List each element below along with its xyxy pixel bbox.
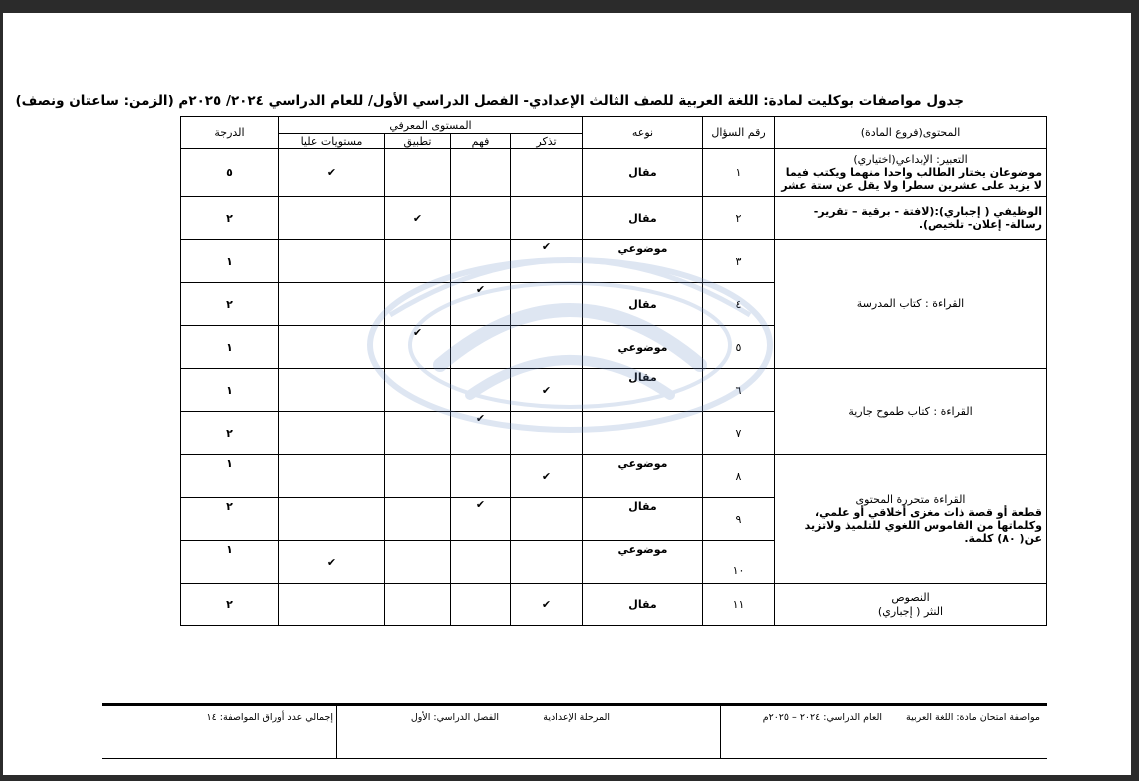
- question-number: ٢: [703, 197, 775, 240]
- question-number: ١: [703, 149, 775, 197]
- header-cognitive-level: المستوى المعرفي: [279, 117, 583, 134]
- grade-value: ٢: [181, 283, 279, 326]
- check-mark-icon: ✔: [279, 541, 385, 584]
- grade-value: ٢: [181, 412, 279, 455]
- check-mark-icon: ✔: [511, 240, 583, 283]
- check-mark-icon: ✔: [385, 326, 451, 369]
- content-detail: قطعة أو قصة ذات مغزى أخلاقي أو علمي، وكلماتها من القاموس اللغوي للتلميذ ولاتزيد عن( ٨٠) كلمة.: [804, 506, 1042, 545]
- question-number: ٩: [703, 498, 775, 541]
- check-mark-icon: ✔: [511, 584, 583, 626]
- footer-year: العام الدراسي: ٢٠٢٤ – ٢٠٢٥م: [762, 712, 882, 723]
- higher-cell: [279, 283, 385, 326]
- footer-divider: [336, 706, 337, 758]
- table-row: [181, 369, 1047, 412]
- content-detail: النثر ( إجباري): [877, 604, 944, 618]
- remember-cell: [511, 197, 583, 240]
- question-number: ٥: [703, 326, 775, 369]
- question-type: موضوعي: [583, 326, 703, 369]
- grade-value: ٥: [181, 149, 279, 197]
- apply-cell: [385, 240, 451, 283]
- table-row: [181, 240, 1047, 283]
- footer-divider: [720, 706, 721, 758]
- window-frame-bottom: [0, 775, 1139, 781]
- understand-cell: [451, 369, 511, 412]
- header-understand: فهم: [451, 134, 511, 149]
- understand-cell: [451, 149, 511, 197]
- question-type: مقال: [583, 584, 703, 626]
- grade-value: ٢: [181, 197, 279, 240]
- content-cell: القراءة : كتاب المدرسة: [775, 240, 1047, 369]
- check-mark-icon: ✔: [451, 283, 511, 326]
- question-type: مقال: [583, 283, 703, 326]
- check-mark-icon: ✔: [511, 369, 583, 412]
- understand-cell: [451, 326, 511, 369]
- question-number: ٤: [703, 283, 775, 326]
- check-mark-icon: ✔: [511, 455, 583, 498]
- grade-value: ١: [181, 541, 279, 584]
- content-cell: [775, 584, 1047, 626]
- question-type: مقال: [583, 369, 703, 412]
- page-title: جدول مواصفات بوكليت لمادة: اللغة العربية للصف الثالث الإعدادي- الفصل الدراسي الأول/ للعام الدراسي ٢٠٢٤/ ٢٠٢٥م (الزمن: ساعتان ونصف): [15, 93, 964, 109]
- table-row: [181, 197, 1047, 240]
- window-frame-right: [1131, 0, 1139, 781]
- apply-cell: [385, 283, 451, 326]
- content-heading: القراءة متحررة المحتوى: [855, 493, 966, 506]
- content-cell: [775, 149, 1047, 197]
- question-number: ٦: [703, 369, 775, 412]
- higher-cell: [279, 412, 385, 455]
- apply-cell: [385, 369, 451, 412]
- question-type: موضوعي: [583, 541, 703, 584]
- question-type: موضوعي: [583, 455, 703, 498]
- question-number: ٧: [703, 412, 775, 455]
- table-row: [181, 455, 1047, 498]
- header-content: المحتوى(فروع المادة): [775, 117, 1047, 149]
- content-cell: الوظيفي ( إجباري):(لافتة - برقية – تقرير- رسالة- إعلان- تلخيص).: [775, 197, 1047, 240]
- remember-cell: [511, 541, 583, 584]
- question-number: ٨: [703, 455, 775, 498]
- apply-cell: [385, 412, 451, 455]
- content-heading: النصوص: [891, 590, 930, 604]
- question-number: ٣: [703, 240, 775, 283]
- specification-table: [180, 116, 1047, 626]
- footer-term: الفصل الدراسي: الأول: [410, 712, 499, 723]
- higher-cell: [279, 240, 385, 283]
- question-type: مقال: [583, 197, 703, 240]
- window-frame-left: [0, 0, 3, 781]
- question-type: [583, 412, 703, 455]
- table-row: [181, 149, 1047, 197]
- understand-cell: [451, 584, 511, 626]
- apply-cell: [385, 498, 451, 541]
- content-cell: [775, 455, 1047, 584]
- higher-cell: [279, 326, 385, 369]
- remember-cell: [511, 326, 583, 369]
- check-mark-icon: ✔: [451, 498, 511, 541]
- remember-cell: [511, 149, 583, 197]
- higher-cell: [279, 197, 385, 240]
- understand-cell: [451, 240, 511, 283]
- question-number: ١٠: [703, 541, 775, 584]
- content-cell: القراءة : كتاب طموح جارية: [775, 369, 1047, 455]
- apply-cell: [385, 584, 451, 626]
- table-row: [181, 584, 1047, 626]
- grade-value: ١: [181, 369, 279, 412]
- header-higher-levels: مستويات عليا: [279, 134, 385, 149]
- apply-cell: [385, 455, 451, 498]
- footer-total-pages: إجمالي عدد أوراق المواصفة: ١٤: [206, 712, 333, 723]
- window-frame-top: [0, 0, 1139, 13]
- content-heading: التعبير: الإبداعي(اختياري): [853, 153, 968, 166]
- header-remember: تذكر: [511, 134, 583, 149]
- header-apply: تطبيق: [385, 134, 451, 149]
- footer-stage: المرحلة الإعدادية: [543, 712, 610, 723]
- question-number: ١١: [703, 584, 775, 626]
- header-type: نوعه: [583, 117, 703, 149]
- grade-value: ١: [181, 455, 279, 498]
- remember-cell: [511, 412, 583, 455]
- understand-cell: [451, 541, 511, 584]
- check-mark-icon: ✔: [279, 149, 385, 197]
- higher-cell: [279, 455, 385, 498]
- remember-cell: [511, 283, 583, 326]
- header-question-number: رقم السؤال: [703, 117, 775, 149]
- question-type: مقال: [583, 498, 703, 541]
- grade-value: ٢: [181, 584, 279, 626]
- remember-cell: [511, 498, 583, 541]
- check-mark-icon: ✔: [385, 197, 451, 240]
- question-type: مقال: [583, 149, 703, 197]
- content-detail: موضوعان يختار الطالب واحدا منهما ويكتب فيما لا يزيد على عشرين سطرا ولا يقل عن ستة عشر: [781, 166, 1042, 192]
- check-mark-icon: ✔: [451, 412, 511, 455]
- grade-value: ١: [181, 240, 279, 283]
- question-type: موضوعي: [583, 240, 703, 283]
- higher-cell: [279, 369, 385, 412]
- higher-cell: [279, 498, 385, 541]
- understand-cell: [451, 455, 511, 498]
- header-grade: الدرجة: [181, 117, 279, 149]
- footer-subject: مواصفة امتحان مادة: اللغة العربية: [906, 712, 1040, 723]
- grade-value: ٢: [181, 498, 279, 541]
- grade-value: ١: [181, 326, 279, 369]
- higher-cell: [279, 584, 385, 626]
- apply-cell: [385, 541, 451, 584]
- understand-cell: [451, 197, 511, 240]
- apply-cell: [385, 149, 451, 197]
